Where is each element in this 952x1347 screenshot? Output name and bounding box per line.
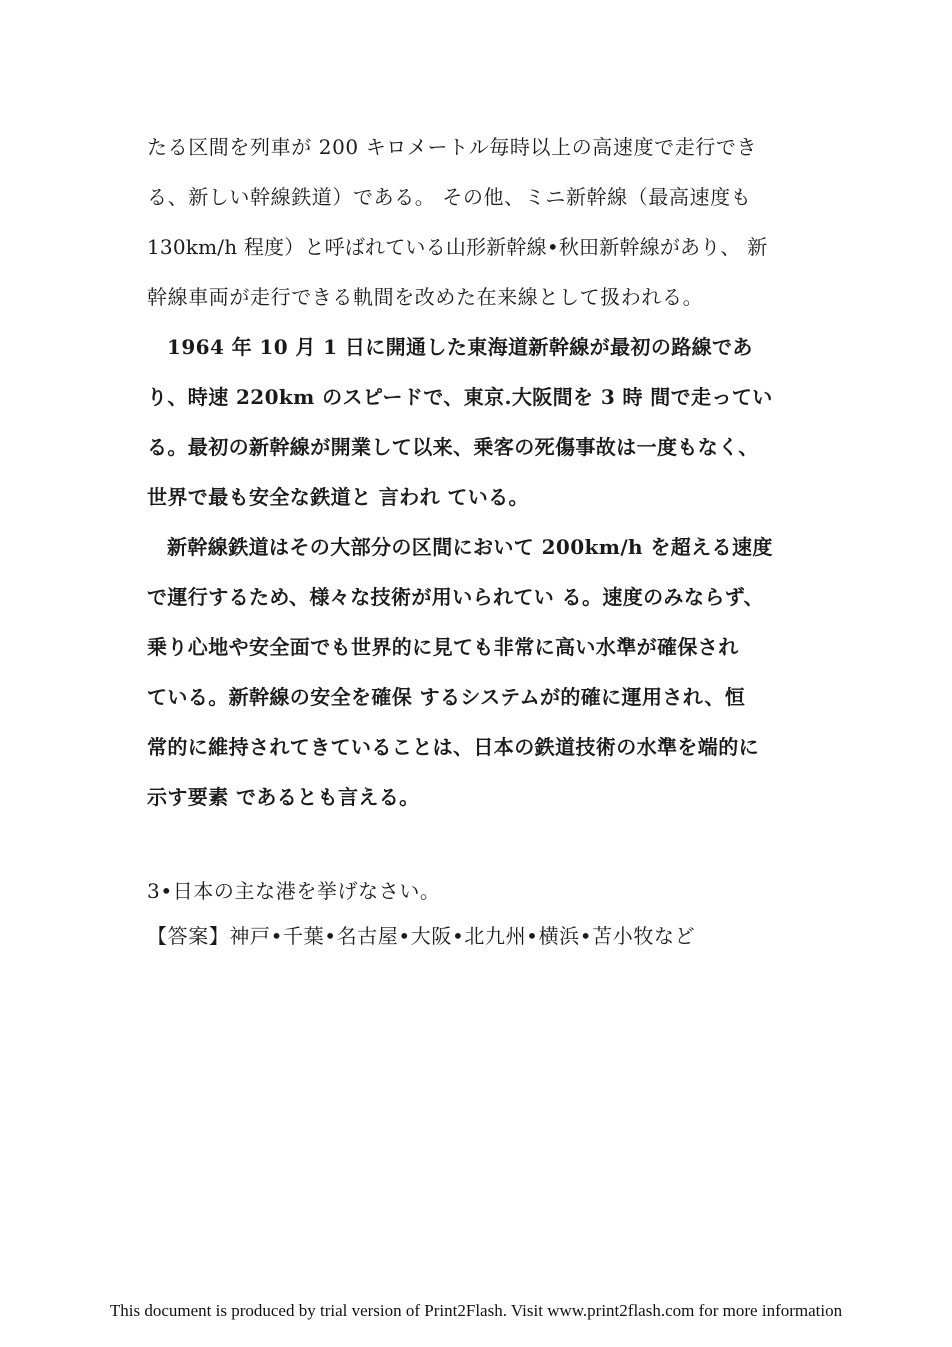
paragraph1-line: 130km/h 程度）と呼ばれている山形新幹線•秋田新幹線があり、 新 <box>147 235 768 259</box>
paragraph1-line: たる区間を列車が 200 キロメートル毎時以上の高速度で走行でき <box>147 135 758 159</box>
paragraph2-line: り、時速 220km のスピードで、東京.大阪間を 3 時 間で走ってい <box>147 385 773 409</box>
paragraph3-line: 常的に維持されてきていることは、日本の鉄道技術の水準を端的に <box>147 735 759 759</box>
paragraph1-line: る、新しい幹線鉄道）である。 その他、ミニ新幹線（最高速度も <box>147 185 752 209</box>
paragraph2-line: る。最初の新幹線が開業して以来、乗客の死傷事故は一度もなく、 <box>147 435 759 459</box>
paragraph2-line: 世界で最も安全な鉄道と 言われ ている。 <box>147 485 529 509</box>
paragraph3-line: 乗り心地や安全面でも世界的に見ても非常に高い水準が確保され <box>147 635 739 659</box>
paragraph3-line: 示す要素 であるとも言える。 <box>147 785 420 809</box>
paragraph3-line: 新幹線鉄道はその大部分の区間において 200km/h を超える速度 <box>167 535 773 559</box>
answer-text: 【答案】神戸•千葉•名古屋•大阪•北九州•横浜•苫小牧など <box>147 924 696 948</box>
trial-watermark-footer: This document is produced by trial version of Print2Flash. Visit www.print2flash.com for more information <box>109 1301 843 1320</box>
question-text: 3•日本の主な港を挙げなさい。 <box>147 879 441 903</box>
paragraph1-line: 幹線車両が走行できる軌間を改めた在来線として扱われる。 <box>147 285 704 309</box>
paragraph2-line: 1964 年 10 月 1 日に開通した東海道新幹線が最初の路線であ <box>167 335 753 359</box>
paragraph3-line: で運行するため、様々な技術が用いられてい る。速度のみならず、 <box>147 585 764 609</box>
paragraph3-line: ている。新幹線の安全を確保 するシステムが的確に運用され、恒 <box>147 685 746 709</box>
